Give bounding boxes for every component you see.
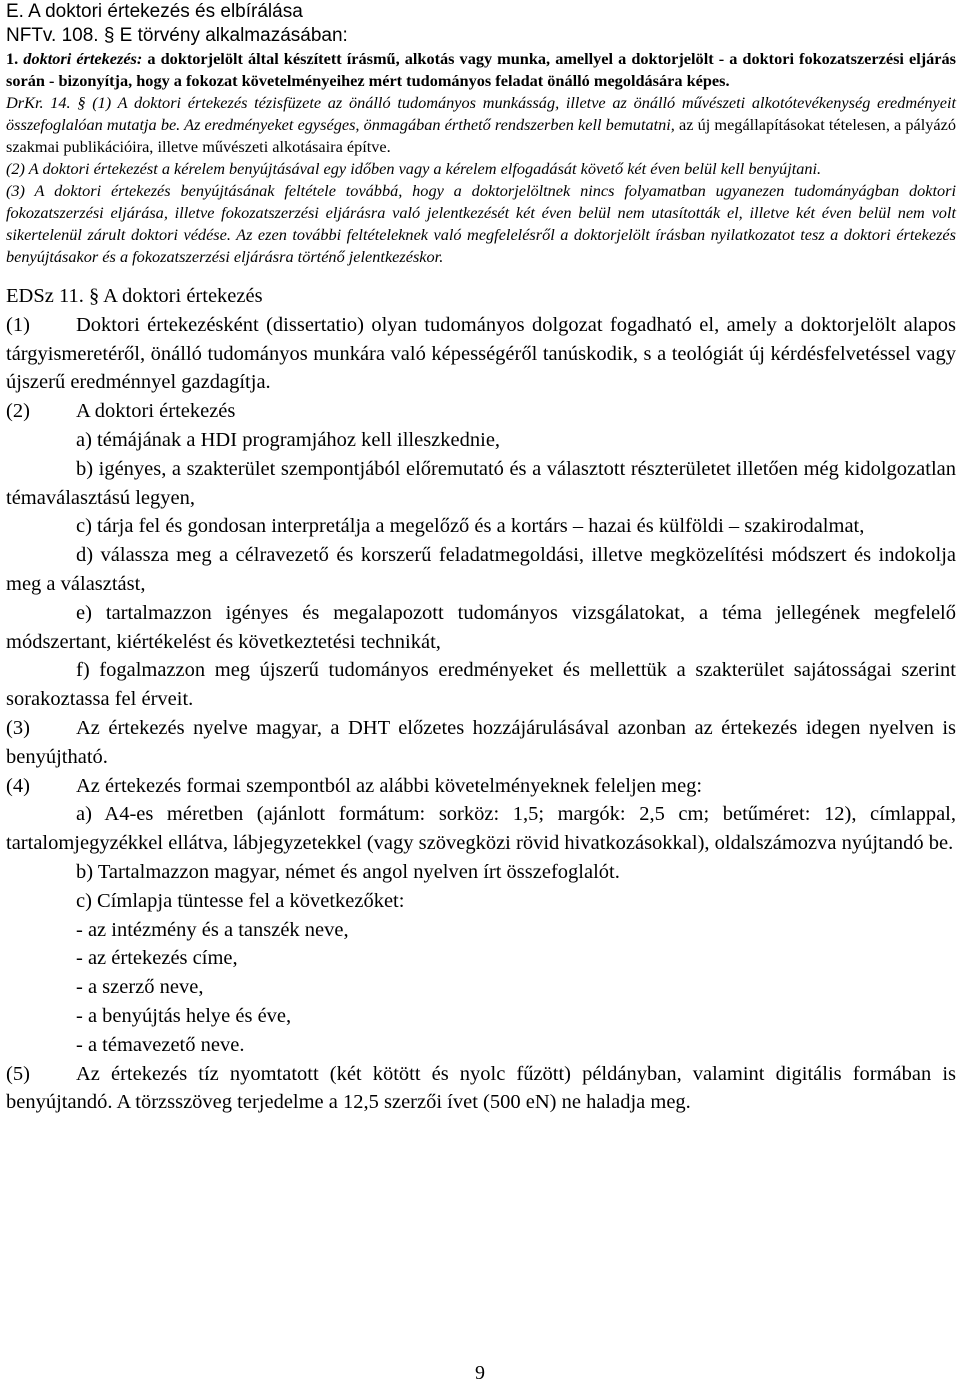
list-item-text: a) A4-es méretben (ajánlott formátum: sorköz: 1,5; margók: 2,5 cm; betűméret: 12), címlappal, tartalomjegyzékkel ellátva, lábjegyzetekkel (vagy szövegközi rövid hivatkozásokkal), oldalszámozva nyújtandó be. (6, 803, 956, 855)
paragraph-number: (3) (6, 716, 30, 739)
page-number: 9 (475, 1362, 485, 1384)
list-item-e (6, 599, 956, 657)
cover-item: - a benyújtás helye és éve, (76, 1004, 292, 1027)
cover-item: - az értekezés címe, (76, 947, 238, 970)
format-item-b: b) Tartalmazzon magyar, német és angol nyelven írt összefoglalót. (76, 860, 620, 883)
quoted-regulations (6, 48, 956, 268)
edsz-paragraph-1 (6, 311, 956, 397)
drkr-paragraph-1 (6, 92, 956, 158)
drkr-text-1c: az új megállapításokat tételesen, a pályázó szakmai publikációira, illetve művészeti alkotásaira építve. (6, 115, 957, 156)
list-item-f (6, 656, 956, 714)
paragraph-number: (5) (6, 1062, 30, 1085)
list-item-text: d) válassza meg a célravezető és korszerű feladatmegoldási, illetve megközelítési módszert és indokolja meg a választást, (6, 544, 956, 595)
edsz-paragraph-5 (6, 1060, 956, 1118)
definition-number: 1. (6, 49, 19, 68)
list-item-text: e) tartalmazzon igényes és megalapozott tudományos vizsgálatokat, a téma jellegének megfelelő módszertant, kiértékelést és következtetési technikát, (6, 601, 956, 653)
section-subtitle: NFTv. 108. § E törvény alkalmazásában: (6, 25, 348, 46)
paragraph-text: Az értekezés formai szempontból az alábbi követelményeknek feleljen meg: (76, 774, 703, 797)
list-item-text: f) fogalmazzon meg újszerű tudományos eredményeket és mellettük a szakterület sajátosságai szerint sorakoztassa fel érveit. (6, 659, 956, 711)
nftv-definition (6, 48, 956, 92)
cover-item: - a témavezető neve. (76, 1033, 245, 1056)
list-item-text: b) igényes, a szakterület szempontjából előremutató és a választott részterületet illetően még kidolgozatlan témaválasztású legyen, (6, 457, 956, 509)
edsz-paragraph-3 (6, 714, 956, 772)
list-item-text: c) tárja fel és gondosan interpretálja a megelőző és a kortárs – hazai és külföldi – szakirodalmat, (76, 515, 865, 538)
edsz-heading: EDSz 11. § A doktori értekezés (6, 285, 263, 307)
definition-term: doktori értekezés: (23, 49, 143, 68)
list-item-c (6, 512, 956, 541)
paragraph-text: Az értekezés tíz nyomtatott (két kötött és nyolc fűzött) példányban, valamint digitális formában is benyújtandó. A törzsszöveg terjedelme a 12,5 szerzői ívet (500 eN) ne haladja meg. (6, 1062, 956, 1114)
cover-item: - az intézmény és a tanszék neve, (76, 918, 349, 941)
format-item-c: c) Címlapja tüntesse fel a következőket: (76, 889, 405, 912)
edsz-paragraph-4 (6, 772, 956, 801)
paragraph-text: Az értekezés nyelve magyar, a DHT előzetes hozzájárulásával azonban az értekezés idegen nyelven is benyújtható. (6, 716, 956, 768)
paragraph-number: (2) (6, 400, 30, 423)
list-item-d (6, 541, 956, 599)
edsz-section (6, 282, 956, 1117)
section-title: E. A doktori értekezés és elbírálása (6, 1, 303, 22)
section-header (6, 0, 956, 48)
list-item-a: a) témájának a HDI programjához kell illeszkednie, (76, 428, 501, 451)
list-item-b (6, 455, 956, 513)
drkr-paragraph-2: (2) A doktori értekezést a kérelem benyújtásával egy időben vagy a kérelem elfogadását követő két éven belül kell benyújtani. (6, 159, 822, 178)
paragraph-number: (4) (6, 774, 30, 797)
edsz-paragraph-2 (6, 397, 956, 426)
definition-text: a doktorjelölt által készített írásmű, alkotás vagy munka, amellyel a doktorjelölt - a doktori fokozatszerzési eljárás során - bizonyítja, hogy a fokozat követelményeihez mért tudományos feladat önálló megoldására képes. (6, 49, 957, 90)
cover-item: - a szerző neve, (76, 976, 204, 999)
paragraph-text: Doktori értekezésként (dissertatio) olyan tudományos dolgozat fogadható el, amely a doktorjelölt alapos tárgyismeretéről, önálló tudományos munkára való képességéről tanúskodik, s a teológiát új kérdésfelvetéssel vagy újszerű eredménnyel gazdagítja. (6, 313, 956, 394)
drkr-text-1b: Az eredményeket egységes, önmagában érthető rendszerben kell bemutatni, (184, 115, 675, 134)
drkr-reference: DrKr. 14. (6, 93, 71, 112)
paragraph-text: A doktori értekezés (76, 400, 236, 423)
drkr-paragraph-3: (3) A doktori értekezés benyújtásának feltétele továbbá, hogy a doktorjelöltnek nincs folyamatban ugyanezen tudományágban doktori fokozatszerzési eljárása, illetve fokozatszerzési eljárásra való jelentkezését két éven belül nem utasították el, illetve két éven belül nem volt sikertelenül zárult doktori védése. Az ezen további feltételeknek való megfelelésről a doktorjelölt írásban nyilatkozatot tesz a doktori értekezés benyújtásakor és a fokozatszerzési eljárásra történő jelentkezéskor. (6, 181, 956, 266)
format-item-a (6, 800, 956, 858)
paragraph-number: (1) (6, 313, 30, 336)
drkr-text-1a: § (1) A doktori értekezés tézisfüzete az önálló tudományos munkásság, illetve az önálló művészeti alkotótevékenység eredményeit összefoglalóan mutatja be. (6, 93, 957, 134)
document-page (6, 0, 956, 1117)
